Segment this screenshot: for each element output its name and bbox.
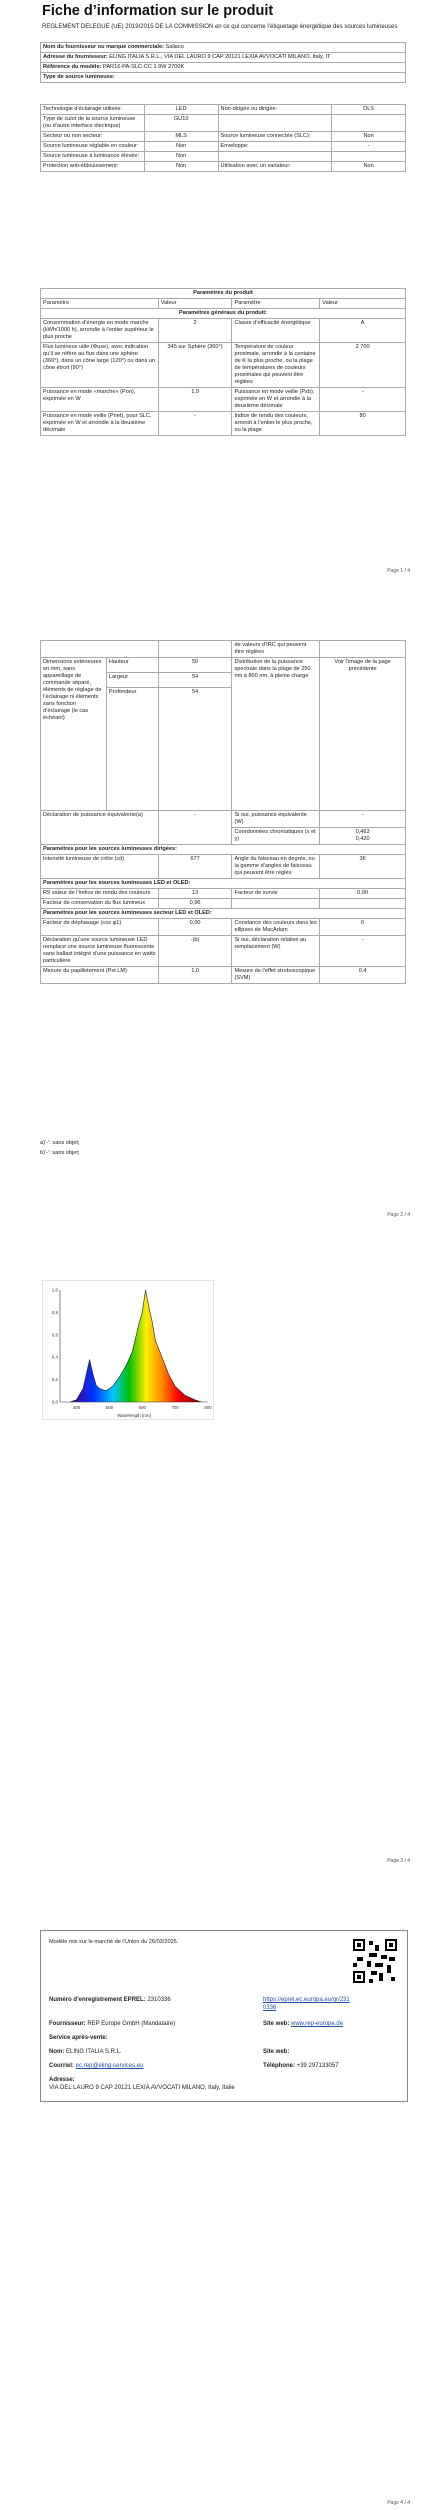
y-tick-label: 0,2 xyxy=(51,1377,58,1383)
address-label: Adresse: xyxy=(49,2077,75,2083)
maintenance-value: 0,96 xyxy=(158,899,232,909)
type-value xyxy=(332,115,406,132)
dims-label: Dimensions extérieures en mm, sans appareillage de commande séparé, éléments de réglage de l’éclairage ni éléments sans fonction d’éclairage (le cas échéant) xyxy=(41,658,107,811)
footnote-b: b)’-’: sans objet; xyxy=(40,1150,80,1156)
equiv-value: - xyxy=(158,811,232,845)
model-value: PAR16-PA-SLC-CC 1.9W 2700K xyxy=(103,64,185,70)
col-header: Paramètre xyxy=(41,299,159,309)
dim-value: 50 xyxy=(158,658,232,673)
chroma-y: 0,420 xyxy=(355,836,370,842)
replace-w-value: - xyxy=(320,936,406,967)
strobo-label: Mesure de l’effet stroboscopique (SVM) xyxy=(232,967,320,984)
param-row xyxy=(41,319,406,343)
model-label: Référence du modèle: xyxy=(43,64,102,70)
type-value: Non xyxy=(332,162,406,172)
col-header: Valeur xyxy=(158,299,232,309)
param-value: 345 sur Sphère (360°) xyxy=(158,343,232,388)
supplier-name-label: Nom du fournisseur ou marque commerciale: xyxy=(43,44,164,50)
page-number: Page 1 / 4 xyxy=(387,568,410,574)
type-row xyxy=(41,105,406,115)
type-value: Non xyxy=(332,132,406,142)
param-value: 80 xyxy=(320,412,406,436)
eprel-label: Numéro d’enregistrement EPREL: xyxy=(49,1997,146,2003)
website2-label: Site web: xyxy=(263,2049,290,2055)
peak-label: Intensité lumineuse de crête (cd) xyxy=(41,855,159,879)
param-label: Classe d’efficacité énergétique xyxy=(232,319,320,343)
param-value: - xyxy=(320,388,406,412)
email-label: Courriel: xyxy=(49,2063,75,2069)
type-value: Non xyxy=(144,152,218,162)
general-header: Paramètres généraux du produit: xyxy=(41,309,406,319)
param-label: Indice de rendu des couleurs, arrondi à l’entier le plus proche, ou la plage xyxy=(232,412,320,436)
empty-cell xyxy=(158,641,232,658)
x-tick-label: 600 xyxy=(138,1405,146,1410)
params-table-continued xyxy=(40,640,406,984)
supplier-address-cell xyxy=(41,53,406,63)
dim-name: Hauteur xyxy=(106,658,158,673)
name-value: ELING ITALIA S.R.L. xyxy=(66,2049,122,2055)
supplier-table xyxy=(40,42,406,83)
r9-value: 13 xyxy=(158,889,232,899)
param-value: 2 xyxy=(158,319,232,343)
type-header: Type de source lumineuse: xyxy=(41,73,406,83)
param-value: - xyxy=(158,412,232,436)
dim-name: Profondeur xyxy=(106,688,158,811)
equiv-label: Déclaration de puissance équivalente(a) xyxy=(41,811,159,845)
type-label: Type de culot de la source lumineuse (ou d’autre interface électrique) xyxy=(41,115,145,132)
cri-continued: de valeurs d’IRC qui peuvent être réglées xyxy=(232,641,320,658)
led-header: Paramètres pour les sources lumineuses LED et OLED: xyxy=(41,879,406,889)
phone-row xyxy=(263,2063,339,2071)
phone-value: +39 297133057 xyxy=(296,2063,339,2069)
macadam-label: Constance des couleurs dans les ellipses de MacAdam xyxy=(232,919,320,936)
y-tick-label: 0,0 xyxy=(51,1399,58,1405)
survival-label: Facteur de survie xyxy=(232,889,320,899)
param-row xyxy=(41,343,406,388)
x-tick-label: 400 xyxy=(72,1405,81,1410)
param-value: 2 700 xyxy=(320,343,406,388)
params-table xyxy=(40,288,406,436)
type-label: Enveloppe: xyxy=(218,142,332,152)
eprel-value: 2310336 xyxy=(147,1997,171,2003)
regulation-text: REGLEMENT DELEGUE (UE) 2019/2015 DE LA COMMISSION en ce qui concerne l’étiquetage énergétique des sources lumineuses xyxy=(42,24,398,30)
supplier-address-value: ELING ITALIA S.R.L., VIA DEL LAURO 9 CAP 20121 LEXIA AVVOCATI MILANO, Italy, IT xyxy=(109,54,331,60)
y-tick-label: 0,4 xyxy=(51,1354,58,1360)
email-link[interactable]: ec.rep@eling-services.eu xyxy=(75,2063,144,2069)
qr-code-icon[interactable] xyxy=(351,1937,399,1985)
type-label: Source lumineuse connectée (SLC): xyxy=(218,132,332,142)
r9-label: R9 valeur de l’indice de rendu des couleurs xyxy=(41,889,159,899)
dim-name: Largeur xyxy=(106,673,158,688)
x-tick-label: 800 xyxy=(204,1405,212,1410)
eprel-link[interactable]: https://eprel.ec.europa.eu/qr/2310336 xyxy=(263,1997,350,2011)
type-row xyxy=(41,142,406,152)
type-label: Source lumineuse à luminance élevée: xyxy=(41,152,145,162)
param-row xyxy=(41,412,406,436)
phone-label: Téléphone: xyxy=(263,2063,296,2069)
dim-value: 54 xyxy=(158,688,232,811)
after-sales-label: Service après-vente: xyxy=(49,2035,108,2041)
type-row xyxy=(41,152,406,162)
market-text: Modèle mis sur le marché de l’Union du 26/03/2025. xyxy=(49,1939,179,1945)
website2-row xyxy=(263,2049,289,2057)
website-row xyxy=(263,2021,343,2029)
type-value xyxy=(332,152,406,162)
flicker-value: 1,0 xyxy=(158,967,232,984)
replace-value: -(b) xyxy=(158,936,232,967)
empty-cell xyxy=(320,899,406,909)
replace-w-label: Si oui, déclaration relative au remplacement (W) xyxy=(232,936,320,967)
registration-box xyxy=(40,1930,408,2102)
cosphi-value: 0,00 xyxy=(158,919,232,936)
type-label xyxy=(218,115,332,132)
param-value: A xyxy=(320,319,406,343)
param-label: Température de couleur proximale, arrondie à la centaine de K la plus proche, ou la plage de températures de couleurs proximales qui peuvent être réglées xyxy=(232,343,320,388)
address-value: VIA DEL LAURO 9 CAP 20121 LEXIA AVVOCATI MILANO, Italy, Italie xyxy=(49,2085,235,2091)
beam-value: 36 xyxy=(320,855,406,879)
type-table xyxy=(40,104,406,172)
supplier-name-cell xyxy=(41,43,406,53)
type-row xyxy=(41,132,406,142)
empty-cell xyxy=(320,641,406,658)
supplier-label: Fournisseur: xyxy=(49,2021,86,2027)
strobo-value: 0,4 xyxy=(320,967,406,984)
supplier-address-label: Adresse du fournisseur: xyxy=(43,54,108,60)
email-row xyxy=(49,2063,143,2071)
type-value: DLS xyxy=(332,105,406,115)
param-label: Puissance en mode «marche» (Pon), exprimée en W xyxy=(41,388,159,412)
type-label xyxy=(218,152,332,162)
page-number: Page 2 / 4 xyxy=(387,1212,410,1218)
x-tick-label: 700 xyxy=(171,1405,179,1410)
mains-header: Paramètres pour les sources lumineuses secteur LED et OLED: xyxy=(41,909,406,919)
dim-value: 54 xyxy=(158,673,232,688)
eprel-row xyxy=(49,1997,171,2005)
type-label: Technologie d’éclairage utilisée: xyxy=(41,105,145,115)
type-label: Secteur ou non secteur: xyxy=(41,132,145,142)
spectral-label: Distribution de la puissance spectrale dans la plage de 250 nm à 800 nm, à pleine charge xyxy=(232,658,320,811)
supplier-row xyxy=(49,2021,175,2029)
type-value: - xyxy=(332,142,406,152)
x-tick-label: 500 xyxy=(105,1405,114,1410)
flicker-label: Mesure du papillotement (Pst LM) xyxy=(41,967,159,984)
params-header: Paramètres du produit xyxy=(41,289,406,299)
type-value: GU10 xyxy=(144,115,218,132)
website-link[interactable]: www.rep-europe.de xyxy=(291,2021,344,2027)
chroma-value xyxy=(320,828,406,845)
footnote-a: a)’-’: sans objet; xyxy=(40,1140,80,1146)
chroma-x: 0,463 xyxy=(355,829,370,835)
spectral-distribution-chart xyxy=(42,1280,214,1420)
type-value: Non xyxy=(144,162,218,172)
param-label: Consommation d’énergie en mode marche (kWh/1000 h), arrondie à l’entier supérieur le plus proche xyxy=(41,319,159,343)
page-number: Page 4 / 4 xyxy=(387,2500,410,2506)
y-tick-label: 0,6 xyxy=(51,1332,58,1338)
type-value: Non xyxy=(144,142,218,152)
type-label: Source lumineuse réglable en couleur: xyxy=(41,142,145,152)
name-row xyxy=(49,2049,122,2057)
param-label: Flux lumineux utile (Φuse), avec indication qu’il se réfère au flux dans une sphère (360°), dans un cône large (120°) ou dans un cône étroit (90°) xyxy=(41,343,159,388)
supplier-name-value: Saliaco xyxy=(165,44,184,50)
equiv-w-label: Si oui, puissance équivalente (W) xyxy=(232,811,320,828)
replace-label: Déclaration qu’une source lumineuse LED remplace une source lumineuse fluorescente sans ballast intégré d’une puissance en watts particulière xyxy=(41,936,159,967)
col-header: Paramètre xyxy=(232,299,320,309)
empty-cell xyxy=(41,641,159,658)
page-number: Page 3 / 4 xyxy=(387,1858,410,1864)
beam-label: Angle du faisceau en degrés, ou la gamme d’angles de faisceau qui peuvent être réglés xyxy=(232,855,320,879)
empty-cell xyxy=(232,899,320,909)
name-label: Nom: xyxy=(49,2049,65,2055)
cosphi-label: Facteur de déphasage (cos φ1) xyxy=(41,919,159,936)
supplier-value: REP Europe GmbH (Mandataire) xyxy=(87,2021,176,2027)
y-tick-label: 0,8 xyxy=(51,1309,58,1315)
type-label: Protection anti-éblouissement: xyxy=(41,162,145,172)
macadam-value: 6 xyxy=(320,919,406,936)
maintenance-label: Facteur de conservation du flux lumineux xyxy=(41,899,159,909)
y-tick-label: 1,0 xyxy=(51,1287,58,1293)
param-row xyxy=(41,388,406,412)
spectral-value: Voir l’image de la page précédente xyxy=(320,658,406,811)
directional-header: Paramètres pour les sources lumineuses dirigées: xyxy=(41,845,406,855)
param-label: Puissance en mode veille (Psb), exprimée en W et arrondie à la deuxième décimale xyxy=(232,388,320,412)
param-value: 1,9 xyxy=(158,388,232,412)
x-axis-label: Wavelength [nm] xyxy=(117,1413,151,1418)
col-header: Valeur xyxy=(320,299,406,309)
chroma-label: Coordonnées chromatiques (x et y) xyxy=(232,828,320,845)
param-label: Puissance en mode veille (Pnet), pour SLC, exprimée en W et arrondie à la deuxième décimale xyxy=(41,412,159,436)
page-title: Fiche d’information sur le produit xyxy=(42,3,274,19)
type-label: Utilisation avec un variateur: xyxy=(218,162,332,172)
type-value: LED xyxy=(144,105,218,115)
website-label: Site web: xyxy=(263,2021,290,2027)
type-row xyxy=(41,162,406,172)
peak-value: 677 xyxy=(158,855,232,879)
equiv-w-value: - xyxy=(320,811,406,828)
type-label: Non-dirigée ou dirigée: xyxy=(218,105,332,115)
survival-value: 0,90 xyxy=(320,889,406,899)
type-row xyxy=(41,115,406,132)
model-cell xyxy=(41,63,406,73)
type-value: MLS xyxy=(144,132,218,142)
